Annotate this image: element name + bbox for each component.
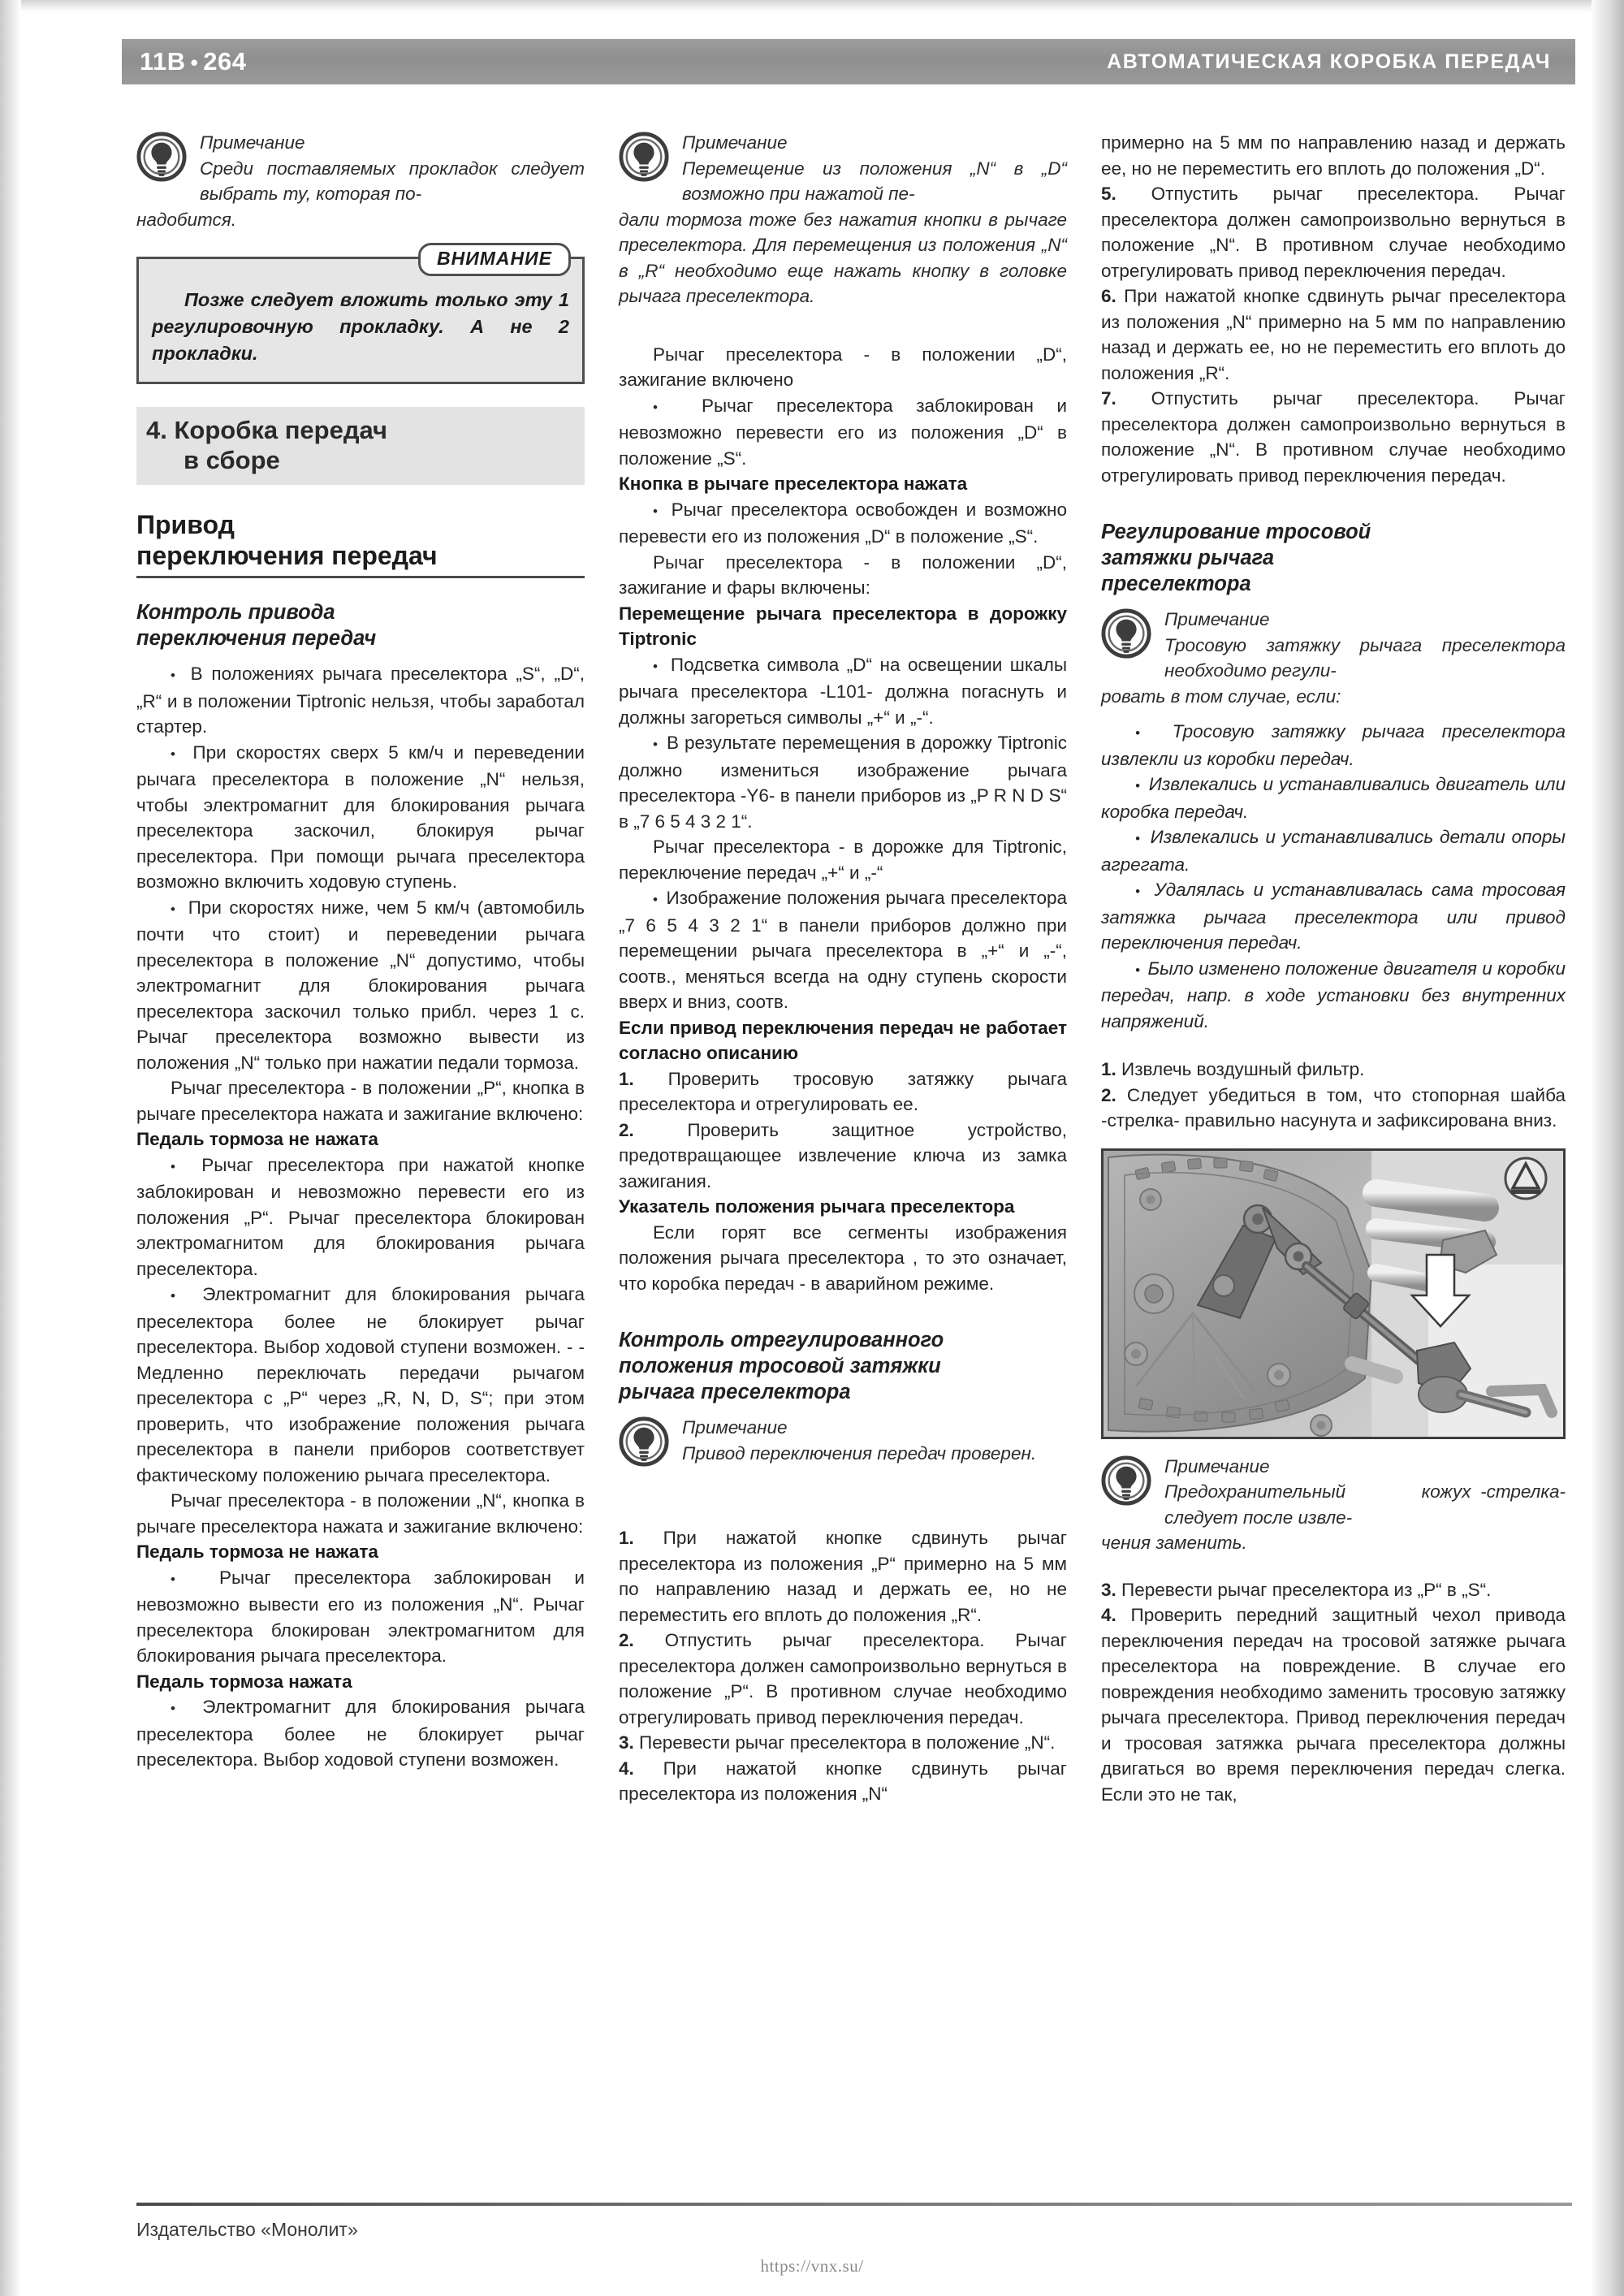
note-lead-text <box>619 1415 1067 1466</box>
subheading-position-indicator: Указатель положения рычага преселектора <box>619 1196 1015 1217</box>
subsection-heading-control <box>136 599 585 651</box>
section-number-heading <box>136 407 585 485</box>
column-3 <box>1101 130 1566 1807</box>
note-rest-text: дали тормоза тоже без нажатия кнопки в рычаге преселектора. Для перемещения из положения „N“ в „R“ необходимо еще нажать кнопку в головке рычага преселектора. <box>619 209 1067 306</box>
bullet-item: • Рычаг преселектора при нажатой кнопке заблокирован и невозможно перевести его из положения „P“. Рычаг преселектора блокирован электромагнитом для блокирования рычага преселектора. <box>136 1152 585 1282</box>
note-title: Примечание <box>1164 609 1270 629</box>
step-number: 7. <box>1101 388 1116 409</box>
section-heading-line-1: 4. Коробка передач <box>146 416 387 444</box>
step-number: 2. <box>619 1630 634 1650</box>
subsection-heading-line-1: Контроль привода <box>136 601 335 624</box>
step-text: Перевести рычаг преселектора из „P“ в „S“. <box>1121 1579 1492 1600</box>
paragraph-step4-continuation: примерно на 5 мм по направлению назад и держать ее, но не переместить его вплоть до положения „D“. <box>1101 132 1566 179</box>
header-bullet-separator: • <box>190 50 199 75</box>
bullet-item: • Рычаг преселектора освобожден и возможно перевести его из положения „D“ в положение „S“. <box>619 497 1067 550</box>
numbered-step <box>1101 1577 1566 1603</box>
subheading-brake-pressed: Педаль тормоза нажата <box>136 1671 352 1692</box>
numbered-step <box>1101 283 1566 386</box>
step-text: Проверить передний защитный чехол привода переключения передач на тросовой затяжке рычага преселектора на повреждение. В случае его повреждения необходимо заменить тросовую затяжку рычага преселектора. Привод переключения передач и тросовая затяжка рычага преселектора должны двигаться во время переключения передач слегка. Если это не так, <box>1101 1605 1566 1805</box>
scan-edge-top <box>0 0 1624 11</box>
scan-edge-right <box>1592 0 1624 2296</box>
adjust-heading-line-3: преселектора <box>1101 573 1251 595</box>
heading-underline-rule <box>136 576 585 578</box>
attention-label: ВНИМАНИЕ <box>418 243 571 276</box>
publisher-name: Издательство «Монолит» <box>136 2219 358 2240</box>
numbered-step <box>619 1756 1067 1807</box>
numbered-step <box>619 1066 1067 1118</box>
note-title: Примечание <box>200 132 305 153</box>
step-text: Перевести рычаг преселектора в положение „N“. <box>639 1732 1056 1753</box>
lightbulb-note-icon <box>619 132 669 182</box>
lightbulb-note-icon <box>136 132 187 182</box>
paragraph-p-position: Рычаг преселектора - в положении „P“, кнопка в рычаге преселектора нажата и зажигание включено: <box>136 1078 585 1124</box>
step-number: 1. <box>619 1068 634 1089</box>
step-number: 1. <box>619 1528 634 1548</box>
note-body-lead: Тросовую затяжку рычага преселектора необходимо регули- <box>1164 634 1566 681</box>
note-rest-text: надобится. <box>136 209 237 230</box>
step-text: Следует убедиться в том, что стопорная шайба -стрелка- правильно насунута и зафиксирована вниз. <box>1101 1084 1566 1131</box>
step-text: Отпустить рычаг преселектора. Рычаг преселектора должен самопроизвольно вернуться в положение „N“. В противном случае необходимо отрегулировать привод переключения передач. <box>1101 388 1566 486</box>
bullet-item: • Извлекались и устанавливались двигатель или коробка передач. <box>1101 772 1566 824</box>
numbered-step <box>1101 181 1566 283</box>
bullet-item: • Подсветка символа „D“ на освещении шкалы рычага преселектора -L101- должна погаснуть и должны загореться символы „+“ и „-“. <box>619 652 1067 731</box>
numbered-step <box>619 1525 1067 1628</box>
bullet-item: • Рычаг преселектора заблокирован и невозможно перевести его из положения „D“ в положение „S“. <box>619 393 1067 472</box>
page-chapter-code: 11B <box>140 47 186 76</box>
attention-box <box>136 248 585 384</box>
note-title: Примечание <box>682 132 788 153</box>
page-number-label <box>122 47 247 76</box>
numbered-step <box>1101 386 1566 488</box>
attention-text: Позже следует вложить только эту 1 регулировочную прокладку. А не 2 прокладки. <box>152 289 569 364</box>
note-lead-text <box>1101 607 1566 684</box>
column-2 <box>619 130 1067 1807</box>
numbered-step <box>1101 1057 1566 1083</box>
note-body-lead: Среди поставляемых прокладок следует выбрать ту, которая по- <box>200 158 585 204</box>
note-lead-text <box>136 130 585 207</box>
source-url-watermark: https://vnx.su/ <box>760 2256 864 2276</box>
subheading-tiptronic-move: Перемещение рычага преселектора в дорожку Tiptronic <box>619 603 1067 649</box>
step-text: Отпустить рычаг преселектора. Рычаг преселектора должен самопроизвольно вернуться в положение „N“. В противном случае необходимо отрегулировать привод переключения передач. <box>1101 184 1566 281</box>
note-rest-text: ровать в том случае, если: <box>1101 685 1341 707</box>
scan-edge-left <box>0 0 21 2296</box>
note-lead-text <box>619 130 1067 207</box>
bullet-item: • Электромагнит для блокирования рычага преселектора более не блокирует рычаг преселектора. Выбор ходовой ступени возможен. <box>136 1694 585 1773</box>
note-block-protective-cover <box>1101 1454 1566 1556</box>
step-number: 2. <box>619 1119 634 1140</box>
step-number: 4. <box>1101 1605 1116 1625</box>
paragraph-n-position: Рычаг преселектора - в положении „N“, кнопка в рычаге преселектора нажата и зажигание включено: <box>136 1490 585 1537</box>
footer-divider-rule <box>136 2203 1572 2206</box>
bullet-item: • Было изменено положение двигателя и коробки передач, напр. в ходе установки без внутренних напряжений. <box>1101 956 1566 1035</box>
lightbulb-note-icon <box>619 1416 669 1467</box>
step-text: Проверить защитное устройство, предотвращающее извлечение ключа из замка зажигания. <box>619 1119 1067 1191</box>
step-number: 3. <box>619 1732 634 1753</box>
bullet-item: • Извлекались и устанавливались детали опоры агрегата. <box>1101 824 1566 877</box>
bullet-item: • При скоростях сверх 5 км/ч и переведении рычага преселектора в положение „N“ нельзя, чтобы электромагнит для блокирования рычага преселектора заскочил, блокируя рычаг преселектора. При помощи рычага преселектора возможно включить ходовую ступень. <box>136 740 585 895</box>
step-number: 1. <box>1101 1059 1116 1079</box>
gearbox-photo-image <box>1104 1151 1563 1437</box>
subheading-brake-not-pressed: Педаль тормоза не нажата <box>136 1541 378 1562</box>
note-block-drive-checked <box>619 1415 1067 1493</box>
main-heading-line-2: переключения передач <box>136 541 438 570</box>
subheading-malfunction: Если привод переключения передач не работает согласно описанию <box>619 1017 1067 1063</box>
step-number: 2. <box>1101 1084 1116 1105</box>
paragraph-tiptronic-track: Рычаг преселектора - в дорожке для Tiptronic, переключение передач „+“ и „-“ <box>619 837 1067 883</box>
lightbulb-note-icon <box>1101 1455 1151 1506</box>
adjust-heading-line-1: Регулирование тросовой <box>1101 521 1371 543</box>
bullet-item: • При скоростях ниже, чем 5 км/ч (автомобиль почти что стоит) и переведении рычага преселектора в положение „N“ допустимо, чтобы электромагнит для блокирования рычага преселектора заскочил только прибл. через 1 с. Рычаг преселектора возможно вывести из положения „N“ только при нажатии педали тормоза. <box>136 895 585 1076</box>
numbered-step <box>619 1628 1067 1730</box>
bullet-item: • В положениях рычага преселектора „S“, „D“, „R“ и в положении Tiptronic нельзя, чтобы заработал стартер. <box>136 661 585 740</box>
note-block-gaskets <box>136 130 585 232</box>
step-text: При нажатой кнопке сдвинуть рычаг преселектора из положения „N“ <box>619 1758 1067 1804</box>
gearbox-photo <box>1101 1148 1566 1439</box>
bullet-item: • Тросовую затяжку рычага преселектора извлекли из коробки передач. <box>1101 719 1566 772</box>
subsection-heading-cable-adjust <box>1101 519 1566 597</box>
numbered-step <box>619 1118 1067 1195</box>
numbered-step <box>619 1730 1067 1756</box>
page-header-bar <box>122 39 1575 84</box>
control-heading-line-3: рычага преселектора <box>619 1381 851 1403</box>
step-text: Извлечь воздушный фильтр. <box>1121 1059 1365 1079</box>
bullet-item: • Изображение положения рычага преселектора „7 6 5 4 3 2 1“ в панели приборов должно при перемещении рычага преселектора в „+“ и „-“, соотв., меняться всегда на одну ступень скорости вверх и вниз, соотв. <box>619 885 1067 1015</box>
control-heading-line-1: Контроль отрегулированного <box>619 1329 944 1351</box>
note-title: Примечание <box>682 1417 788 1438</box>
subsection-heading-line-2: переключения передач <box>136 627 377 650</box>
paragraph-d-position: Рычаг преселектора - в положении „D“, зажигание включено <box>619 344 1067 390</box>
chapter-title: АВТОМАТИЧЕСКАЯ КОРОБКА ПЕРЕДАЧ <box>1107 50 1551 73</box>
page-number-value: 264 <box>203 47 247 76</box>
note-body-lead: Перемещение из положения „N“ в „D“ возможно при нажатой пе- <box>682 158 1067 204</box>
subsection-heading-cable-check <box>619 1327 1067 1405</box>
note-body-lead: Предохранительный кожух -стрелка- следует после извле- <box>1164 1481 1566 1528</box>
note-lead-text <box>1101 1454 1566 1531</box>
note-body-lead: Привод переключения передач проверен. <box>682 1442 1037 1464</box>
main-heading-line-1: Привод <box>136 510 235 539</box>
paragraph-d-position-lights: Рычаг преселектора - в положении „D“, зажигание и фары включены: <box>619 551 1067 598</box>
numbered-step <box>1101 1083 1566 1134</box>
section-heading-line-2: в сборе <box>184 446 280 474</box>
subheading-brake-not-pressed: Педаль тормоза не нажата <box>136 1129 378 1149</box>
paragraph-indicator-body: Если горят все сегменты изображения положения рычага преселектора , то это означает, что коробка передач - в аварийном режиме. <box>619 1222 1067 1294</box>
monolit-logo-badge <box>1505 1158 1546 1199</box>
step-number: 5. <box>1101 184 1116 204</box>
note-block-cable-when <box>1101 607 1566 709</box>
column-1 <box>136 130 585 1807</box>
note-title: Примечание <box>1164 1455 1270 1477</box>
bullet-item: • Удалялась и устанавливалась сама тросовая затяжка рычага преселектора или привод переключения передач. <box>1101 877 1566 956</box>
step-text: Проверить тросовую затяжку рычага преселектора и отрегулировать ее. <box>619 1068 1067 1114</box>
bullet-item: • Рычаг преселектора заблокирован и невозможно вывести его из положения „N“. Рычаг преселектора блокирован электромагнитом для блокирования рычага преселектора. <box>136 1565 585 1669</box>
note-rest-text: чения заменить. <box>1101 1533 1247 1553</box>
subheading-button-pressed: Кнопка в рычаге преселектора нажата <box>619 473 968 494</box>
step-text: При нажатой кнопке сдвинуть рычаг преселектора из положения „N“ примерно на 5 мм по направлению назад и держать ее, но не переместить его вплоть до положения „R“. <box>1101 286 1566 383</box>
step-text: При нажатой кнопке сдвинуть рычаг преселектора из положения „P“ примерно на 5 мм по направлению назад и держать ее, но не переместить его вплоть до положения „R“. <box>619 1528 1067 1625</box>
adjust-heading-line-2: затяжки рычага <box>1101 547 1275 569</box>
numbered-step <box>1101 1602 1566 1807</box>
page-columns <box>136 130 1566 1807</box>
lightbulb-note-icon <box>1101 608 1151 659</box>
step-number: 6. <box>1101 286 1116 306</box>
step-text: Отпустить рычаг преселектора. Рычаг преселектора должен самопроизвольно вернуться в положение „P“. В противном случае необходимо отрегулировать привод переключения передач. <box>619 1630 1067 1727</box>
control-heading-line-2: положения тросовой затяжки <box>619 1355 941 1377</box>
bullet-item: • Электромагнит для блокирования рычага преселектора более не блокирует рычаг преселектора. Выбор ходовой ступени возможен. - - Медленно переключать передачи рычагом преселектора с „P“ через „R, N, D, S“; при этом проверить, что изображение положения рычага преселектора в панели приборов соответствует фактическому положению рычага преселектора. <box>136 1282 585 1488</box>
main-heading <box>136 509 585 571</box>
step-number: 3. <box>1101 1579 1116 1600</box>
step-number: 4. <box>619 1758 634 1779</box>
bullet-item: • В результате перемещения в дорожку Tiptronic должно измениться изображение рычага преселектора -Y6- в панели приборов из „P R N D S“ в „7 6 5 4 3 2 1“. <box>619 730 1067 834</box>
note-block-n-to-d <box>619 130 1067 309</box>
